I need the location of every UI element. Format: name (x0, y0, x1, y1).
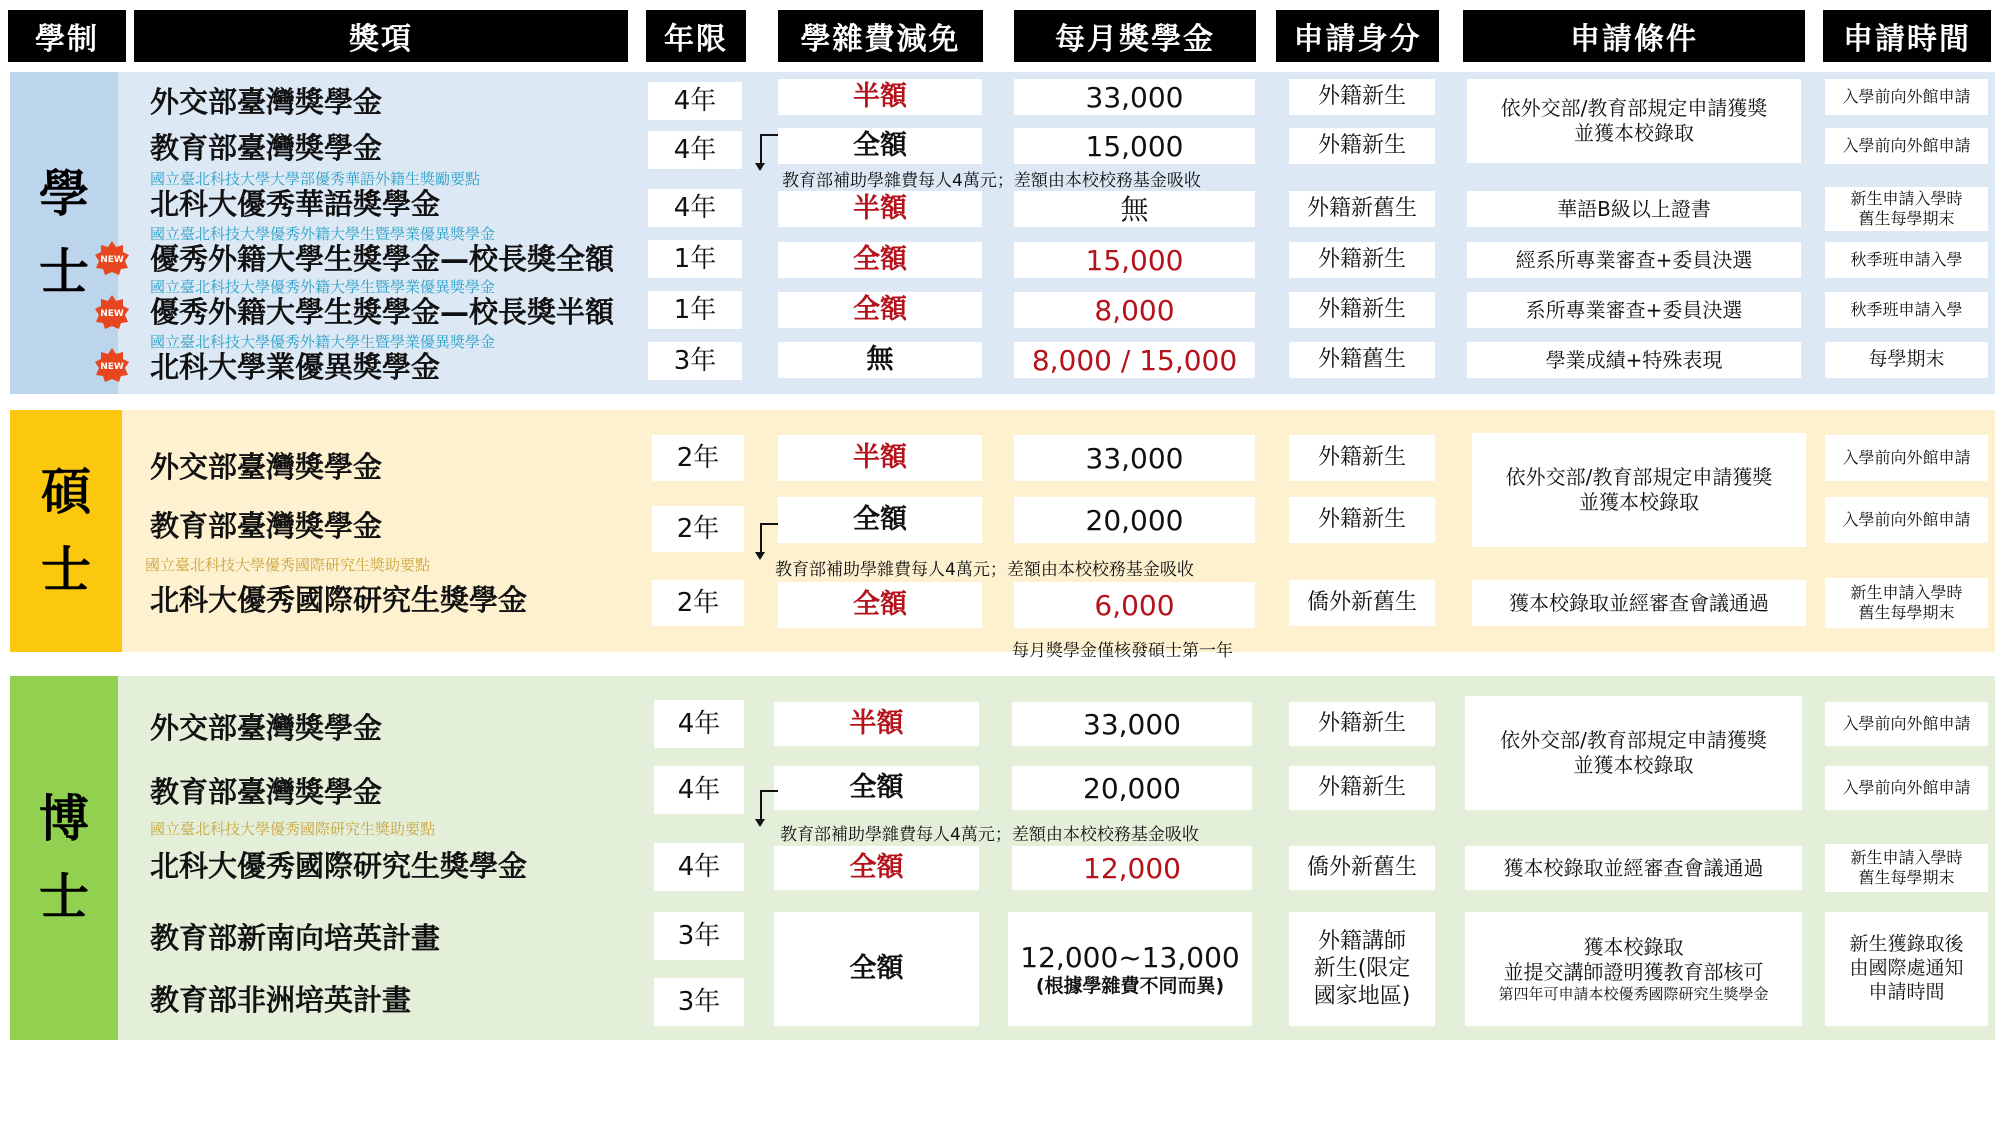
years-cell: 2年 (652, 506, 744, 552)
award-regulation: 國立臺北科技大學大學部優秀華語外籍生獎勵要點 (150, 170, 481, 188)
award-name: 優秀外籍大學生獎學金—校長獎全額 (150, 242, 615, 276)
monthly-cell: 12,000 (1012, 846, 1252, 890)
identity-cell: 外籍舊生 (1289, 342, 1435, 378)
award-name: 外交部臺灣獎學金 (150, 85, 383, 119)
time-cell: 秋季班申請入學 (1825, 242, 1988, 278)
header-years: 年限 (646, 10, 746, 62)
monthly-cell: 15,000 (1014, 128, 1255, 164)
award-name: 教育部臺灣獎學金 (150, 131, 383, 165)
svg-text:NEW: NEW (100, 255, 124, 265)
award-name: 教育部臺灣獎學金 (150, 775, 383, 809)
bracket-connector (760, 790, 778, 822)
award-name: 外交部臺灣獎學金 (150, 711, 383, 745)
condition-main: 獲本校錄取 並提交講師證明獲教育部核可 (1503, 934, 1764, 984)
identity-cell: 外籍新生 (1289, 292, 1435, 328)
tuition-cell: 半額 (774, 702, 979, 746)
award-name: 教育部新南向培英計畫 (150, 921, 441, 955)
identity-cell: 外籍新生 (1289, 766, 1435, 810)
award-name: 優秀外籍大學生獎學金—校長獎半額 (150, 295, 615, 329)
tuition-cell: 半額 (778, 79, 982, 115)
tuition-cell: 半額 (778, 191, 982, 227)
award-name: 教育部臺灣獎學金 (150, 509, 383, 543)
years-cell: 3年 (654, 978, 744, 1026)
monthly-cell: 6,000 (1014, 582, 1255, 628)
years-cell: 2年 (652, 435, 744, 481)
monthly-range: 12,000~13,000 (1020, 940, 1240, 974)
header-time: 申請時間 (1823, 10, 1991, 62)
monthly-cell: 20,000 (1014, 497, 1255, 543)
header-conditions: 申請條件 (1463, 10, 1805, 62)
header-award: 獎項 (134, 10, 628, 62)
identity-cell: 外籍新生 (1289, 702, 1435, 746)
tuition-cell: 無 (778, 342, 982, 378)
identity-cell: 外籍講師 新生(限定 國家地區) (1289, 912, 1435, 1026)
arrow-down-icon (755, 552, 765, 560)
tuition-cell: 全額 (774, 912, 979, 1026)
award-name: 北科大優秀國際研究生獎學金 (150, 583, 528, 617)
tuition-note: 教育部補助學雜費每人4萬元；差額由本校校務基金吸收 (782, 171, 1201, 191)
award-name: 北科大學業優異獎學金 (150, 350, 441, 384)
identity-cell: 外籍新生 (1289, 128, 1435, 164)
tuition-cell: 全額 (774, 846, 979, 890)
tuition-note: 教育部補助學雜費每人4萬元；差額由本校校務基金吸收 (775, 560, 1194, 580)
header-identity: 申請身分 (1276, 10, 1439, 62)
identity-cell: 僑外新舊生 (1289, 580, 1435, 626)
monthly-cell: 8,000 / 15,000 (1014, 342, 1255, 378)
bracket-connector (760, 134, 778, 166)
new-badge-icon (94, 240, 130, 276)
time-cell: 入學前向外館申請 (1825, 766, 1988, 810)
time-cell: 入學前向外館申請 (1825, 435, 1988, 481)
years-cell: 4年 (654, 766, 744, 814)
condition-cell: 經系所專業審查+委員決選 (1467, 242, 1801, 278)
tuition-cell: 全額 (778, 242, 982, 278)
monthly-cell: 無 (1014, 191, 1255, 227)
monthly-cell: 8,000 (1014, 292, 1255, 328)
header-level: 學制 (8, 10, 126, 62)
award-name: 教育部非洲培英計畫 (150, 983, 412, 1017)
identity-cell: 外籍新生 (1289, 435, 1435, 481)
new-badge-icon (94, 347, 130, 383)
condition-cell: 獲本校錄取並經審查會議通過 (1465, 846, 1802, 890)
time-cell: 秋季班申請入學 (1825, 292, 1988, 328)
award-regulation: 國立臺北科技大學優秀國際研究生獎助要點 (145, 556, 431, 574)
arrow-down-icon (755, 819, 765, 827)
header-tuition: 學雜費減免 (778, 10, 983, 62)
condition-cell: 學業成績+特殊表現 (1467, 342, 1801, 378)
years-cell: 4年 (654, 700, 744, 748)
years-cell: 1年 (648, 291, 742, 329)
monthly-cell: 15,000 (1014, 242, 1255, 278)
time-cell: 新生申請入學時 舊生每學期末 (1825, 187, 1988, 231)
tuition-cell: 全額 (778, 292, 982, 328)
years-cell: 4年 (648, 189, 742, 227)
svg-text:NEW: NEW (100, 362, 124, 372)
years-cell: 4年 (648, 82, 742, 120)
monthly-cell: 33,000 (1012, 702, 1252, 746)
bracket-connector (760, 523, 778, 555)
tuition-cell: 半額 (778, 435, 982, 481)
svg-text:NEW: NEW (100, 309, 124, 319)
award-regulation: 國立臺北科技大學優秀國際研究生獎助要點 (150, 820, 436, 838)
tuition-cell: 全額 (778, 582, 982, 628)
monthly-cell: 33,000 (1014, 435, 1255, 481)
monthly-range-note: (根據學雜費不同而異) (1035, 974, 1225, 997)
arrow-down-icon (755, 163, 765, 171)
tuition-cell: 全額 (778, 128, 982, 164)
years-cell: 1年 (648, 240, 742, 278)
identity-cell: 外籍新生 (1289, 497, 1435, 543)
years-cell: 4年 (648, 131, 742, 169)
identity-cell: 外籍新生 (1289, 79, 1435, 115)
monthly-note: 每月獎學金僅核發碩士第一年 (1012, 641, 1233, 661)
monthly-cell: 33,000 (1014, 79, 1255, 115)
identity-cell: 僑外新舊生 (1289, 846, 1435, 890)
years-cell: 2年 (652, 580, 744, 626)
condition-cell: 依外交部/教育部規定申請獲獎 並獲本校錄取 (1467, 79, 1801, 163)
years-cell: 3年 (654, 912, 744, 960)
time-cell: 新生申請入學時 舊生每學期末 (1825, 844, 1988, 892)
award-regulation: 國立臺北科技大學優秀外籍大學生暨學業優異獎學金 (150, 278, 496, 296)
condition-cell: 系所專業審查+委員決選 (1467, 292, 1801, 328)
award-regulation: 國立臺北科技大學優秀外籍大學生暨學業優異獎學金 (150, 225, 496, 243)
master-label: 碩 士 (10, 410, 122, 652)
award-name: 北科大優秀華語獎學金 (150, 187, 441, 221)
identity-cell: 外籍新生 (1289, 242, 1435, 278)
tuition-note: 教育部補助學雜費每人4萬元；差額由本校校務基金吸收 (780, 825, 1199, 845)
award-name: 北科大優秀國際研究生獎學金 (150, 849, 528, 883)
time-cell: 入學前向外館申請 (1825, 702, 1988, 746)
condition-cell: 獲本校錄取並經審查會議通過 (1472, 580, 1806, 626)
tuition-cell: 全額 (778, 497, 982, 543)
time-cell: 入學前向外館申請 (1825, 497, 1988, 543)
time-cell: 新生申請入學時 舊生每學期末 (1825, 578, 1988, 628)
bachelor-label: 學 士 (10, 72, 118, 394)
time-cell: 入學前向外館申請 (1825, 79, 1988, 115)
condition-cell: 依外交部/教育部規定申請獲獎 並獲本校錄取 (1472, 433, 1806, 547)
time-cell: 新生獲錄取後 由國際處通知 申請時間 (1825, 912, 1988, 1026)
years-cell: 4年 (654, 843, 744, 891)
monthly-cell (1008, 912, 1252, 1026)
award-name: 外交部臺灣獎學金 (150, 450, 383, 484)
monthly-cell: 20,000 (1012, 766, 1252, 810)
time-cell: 每學期末 (1825, 342, 1988, 378)
condition-cell (1465, 912, 1802, 1026)
identity-cell: 外籍新舊生 (1289, 191, 1435, 227)
condition-sub: 第四年可申請本校優秀國際研究生獎學金 (1498, 984, 1769, 1003)
condition-cell: 依外交部/教育部規定申請獲獎 並獲本校錄取 (1465, 696, 1802, 810)
header-monthly: 每月獎學金 (1014, 10, 1256, 62)
new-badge-icon (94, 294, 130, 330)
tuition-cell: 全額 (774, 766, 979, 810)
time-cell: 入學前向外館申請 (1825, 128, 1988, 164)
doctor-label: 博 士 (10, 676, 118, 1040)
award-regulation: 國立臺北科技大學優秀外籍大學生暨學業優異獎學金 (150, 333, 496, 351)
years-cell: 3年 (648, 342, 742, 380)
condition-cell: 華語B級以上證書 (1467, 191, 1801, 227)
